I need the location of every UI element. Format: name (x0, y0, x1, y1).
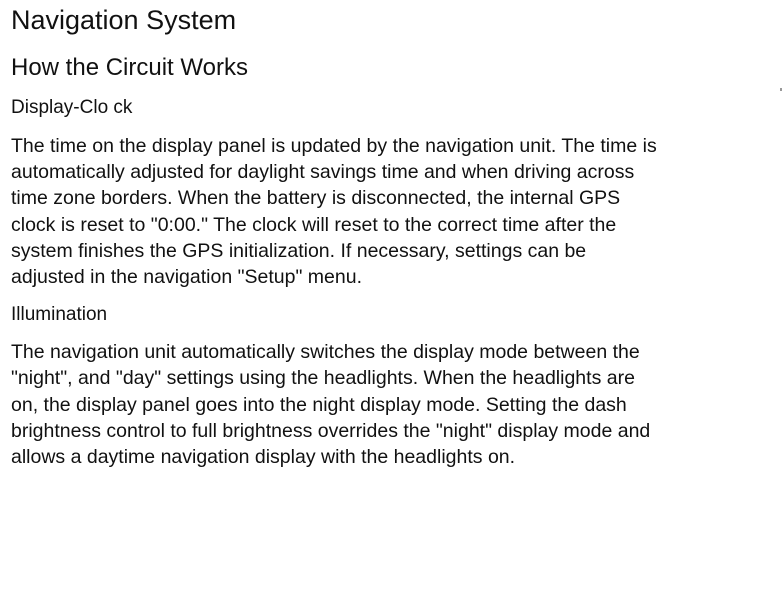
paragraph-line: time zone borders. When the battery is disconnected, the internal GPS (11, 187, 621, 210)
section-heading-illumination: Illumination (11, 304, 108, 326)
paragraph-line: allows a daytime navigation display with the headlights on. (11, 446, 516, 469)
paragraph-line: "night", and "day" settings using the headlights. When the headlights are (11, 367, 635, 390)
section-paragraph-illumination (11, 339, 771, 470)
paragraph-line: The time on the display panel is updated by the navigation unit. The time is (11, 135, 657, 157)
paragraph-line: on, the display panel goes into the night display mode. Setting the dash (11, 393, 627, 416)
paragraph-line: automatically adjusted for daylight savings time and when driving across (11, 161, 635, 184)
paragraph-line: The navigation unit automatically switches the display mode between the (11, 341, 640, 364)
section-heading-display-clock: Display-Clo ck (11, 97, 133, 118)
page-subtitle: How the Circuit Works (11, 54, 248, 81)
document-page (11, 0, 771, 470)
paragraph-line: brightness control to full brightness overrides the "night" display mode and (11, 419, 651, 442)
page-title: Navigation System (11, 5, 237, 35)
paragraph-line: clock is reset to "0:00." The clock will reset to the correct time after the (11, 213, 617, 236)
paragraph-line: system finishes the GPS initialization. If necessary, settings can be (11, 239, 587, 262)
paragraph-line: adjusted in the navigation "Setup" menu. (11, 266, 362, 289)
section-paragraph-display-clock (11, 133, 771, 290)
